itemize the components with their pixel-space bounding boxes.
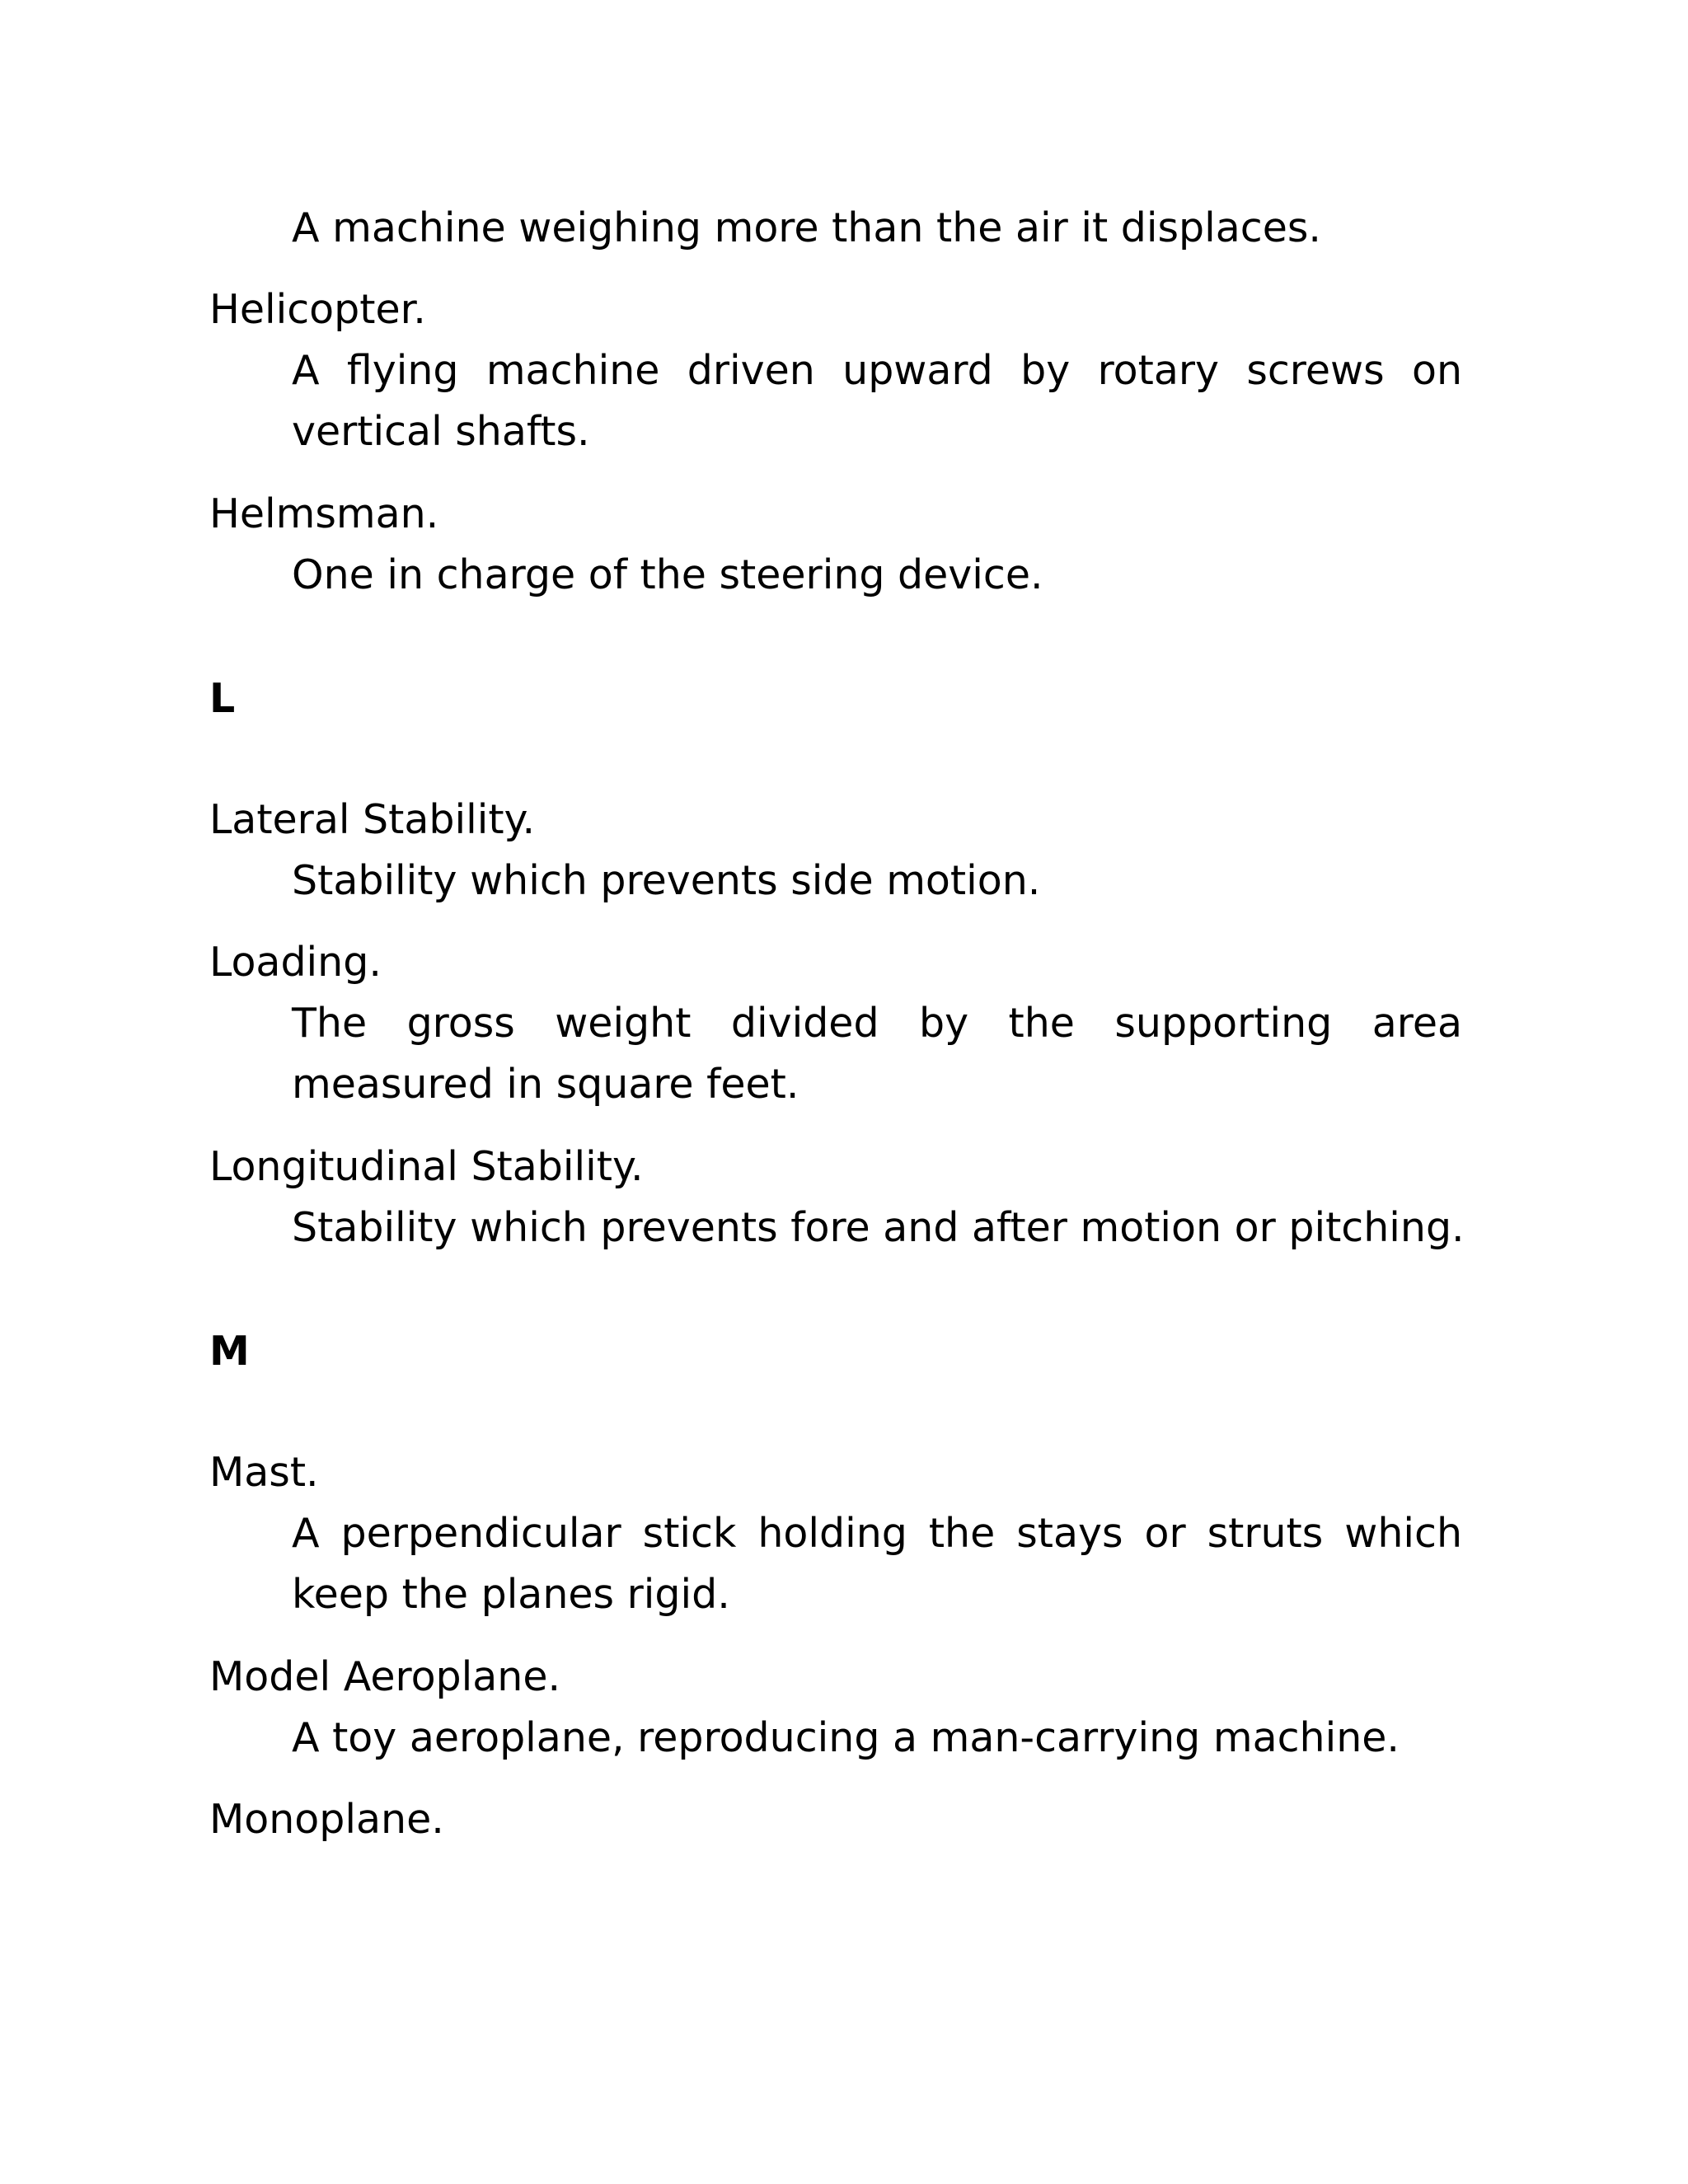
definition-helicopter: A flying machine driven upward by rotary screws on vertical shafts. (292, 347, 1462, 455)
term-helmsman: Helmsman. (209, 490, 439, 537)
definition-model-aeroplane: A toy aeroplane, reproducing a man-carrying machine. (292, 1714, 1400, 1761)
definition-helmsman: One in charge of the steering device. (292, 551, 1043, 598)
section-letter-m: M (209, 1328, 250, 1375)
term-longitudinal-stability: Longitudinal Stability. (209, 1143, 644, 1190)
term-model-aeroplane: Model Aeroplane. (209, 1653, 561, 1700)
term-helicopter: Helicopter. (209, 286, 426, 333)
term-loading: Loading. (209, 939, 382, 986)
definition-lateral-stability: Stability which prevents side motion. (292, 857, 1041, 904)
definition-longitudinal-stability: Stability which prevents fore and after motion or pitching. (292, 1204, 1465, 1251)
term-monoplane: Monoplane. (209, 1796, 444, 1843)
definition-mast: A perpendicular stick holding the stays or struts which keep the planes rigid. (292, 1510, 1462, 1618)
definition-heavier-than-air: A machine weighing more than the air it displaces. (292, 204, 1321, 251)
definition-loading: The gross weight divided by the supporting area measured in square feet. (292, 1000, 1462, 1108)
section-letter-l: L (209, 675, 236, 722)
term-lateral-stability: Lateral Stability. (209, 796, 536, 843)
term-mast: Mast. (209, 1449, 319, 1496)
